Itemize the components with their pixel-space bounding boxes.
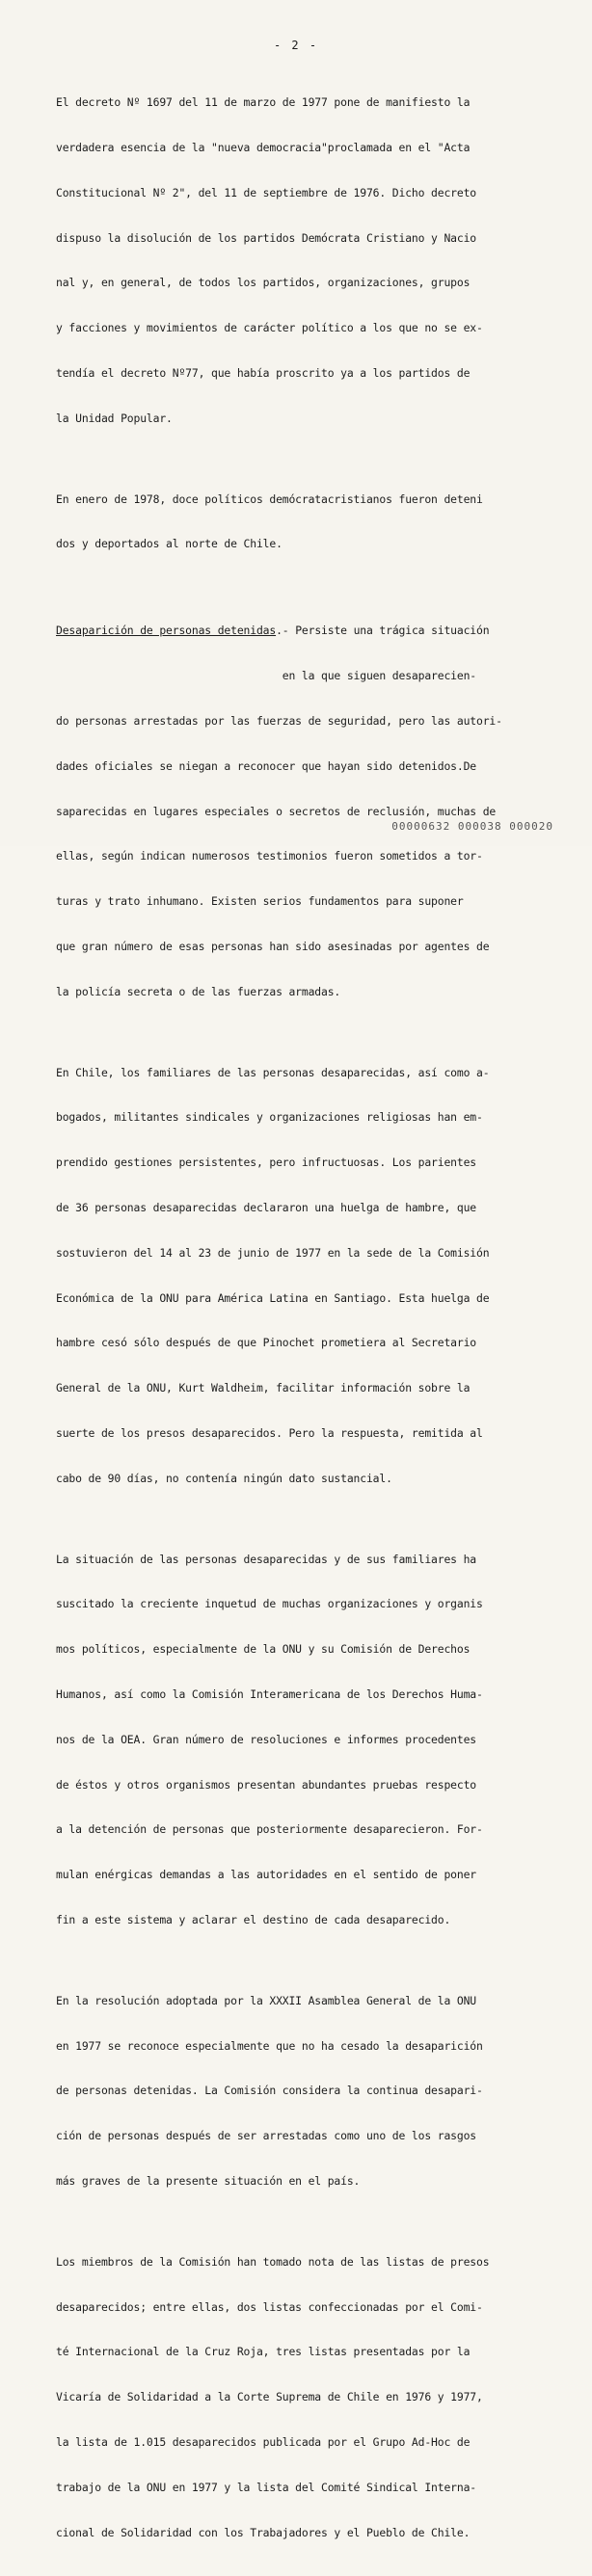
text-line: a la detención de personas que posteriormente desaparecieron. For- — [56, 1822, 483, 1837]
text-line: saparecidas en lugares especiales o secretos de reclusión, muchas de — [56, 804, 497, 818]
text-line: desaparecidos; entre ellas, dos listas confeccionadas por el Comi- — [56, 2299, 483, 2314]
text-line: Humanos, así como la Comisión Interamericana de los Derechos Huma- — [56, 1686, 483, 1701]
paragraph-resolution-xxxii — [56, 1964, 555, 2219]
text-line: mulan enérgicas demandas a las autoridades en el sentido de poner — [56, 1868, 477, 1882]
text-line: la Unidad Popular. — [56, 411, 173, 425]
text-line: cional de Solidaridad con los Trabajadores y el Pueblo de Chile. — [56, 2525, 471, 2539]
text-line: que gran número de esas personas han sido asesinadas por agentes de — [56, 939, 490, 953]
text-line: dispuso la disolución de los partidos Demócrata Cristiano y Nacio — [56, 230, 477, 245]
text-line: prendido gestiones persistentes, pero infructuosas. Los parientes — [56, 1155, 477, 1170]
text-line: té Internacional de la Cruz Roja, tres listas presentadas por la — [56, 2345, 471, 2359]
text-line: bogados, militantes sindicales y organizaciones religiosas han em- — [56, 1110, 483, 1125]
text-line: General de la ONU, Kurt Waldheim, facilitar información sobre la — [56, 1381, 471, 1395]
text-line: cabo de 90 días, no contenía ningún dato sustancial. — [56, 1471, 392, 1485]
paragraph-january-1978 — [56, 462, 555, 582]
text-line: fin a este sistema y aclarar el destino de cada desaparecido. — [56, 1912, 451, 1926]
text-line: En la resolución adoptada por la XXXII Asamblea General de la ONU — [56, 1993, 477, 2007]
text-line: dos y deportados al norte de Chile. — [56, 537, 283, 551]
text-line: turas y trato inhumano. Existen serios fundamentos para suponer — [56, 894, 464, 909]
paragraph-lists — [56, 2225, 555, 2571]
text-line: El decreto Nº 1697 del 11 de marzo de 1977 pone de manifiesto la — [56, 95, 471, 110]
text-line: nos de la OEA. Gran número de resoluciones e informes procedentes — [56, 1732, 477, 1746]
text-line: verdadera esencia de la "nueva democracia"proclamada en el "Acta — [56, 140, 471, 154]
text-line: mos políticos, especialmente de la ONU y su Comisión de Derechos — [56, 1642, 471, 1657]
text-line: suscitado la creciente inquetud de muchas organizaciones y organis — [56, 1597, 483, 1611]
text-line: y facciones y movimientos de carácter político a los que no se ex- — [56, 321, 483, 335]
text-line: sostuvieron del 14 al 23 de junio de 1977 en la sede de la Comisión — [56, 1245, 490, 1260]
text-line: tendía el decreto Nº77, que había proscrito ya a los partidos de — [56, 365, 471, 380]
text-line: suerte de los presos desaparecidos. Pero la respuesta, remitida al — [56, 1425, 483, 1440]
text-line: la policía secreta o de las fuerzas armadas. — [56, 984, 341, 998]
text-line: trabajo de la ONU en 1977 y la lista del Comité Sindical Interna- — [56, 2480, 477, 2494]
text-line: ción de personas después de ser arrestadas como uno de los rasgos — [56, 2129, 477, 2143]
text-line: Económica de la ONU para América Latina en Santiago. Esta huelga de — [56, 1290, 490, 1305]
text-line: Los miembros de la Comisión han tomado nota de las listas de presos — [56, 2254, 490, 2269]
text-fragment: .- Persiste una trágica situación — [276, 624, 490, 638]
text-line: más graves de la presente situación en el país. — [56, 2173, 361, 2188]
paragraph-disappearance — [56, 594, 555, 1029]
text-line: En Chile, los familiares de las personas desaparecidas, así como a- — [56, 1065, 490, 1079]
text-line: en la que siguen desaparecien- — [56, 669, 477, 683]
section-heading: Desaparición de personas detenidas — [56, 624, 277, 638]
section-heading-line — [56, 624, 555, 639]
archive-stamp: 00000632 000038 000020 — [391, 820, 553, 833]
text-line: de 36 personas desaparecidas declararon una huelga de hambre, que — [56, 1200, 477, 1214]
text-line: do personas arrestadas por las fuerzas de seguridad, pero las autori- — [56, 713, 502, 728]
page-number: - 2 - — [273, 39, 319, 52]
text-line: Vicaría de Solidaridad a la Corte Suprema de Chile en 1976 y 1977, — [56, 2390, 483, 2404]
text-line: ellas, según indican numerosos testimonios fueron sometidos a tor- — [56, 849, 483, 863]
text-line: dades oficiales se niegan a reconocer que hayan sido detenidos.De — [56, 758, 477, 773]
text-line: de personas detenidas. La Comisión considera la continua desapari- — [56, 2084, 483, 2098]
text-line: hambre cesó sólo después de que Pinochet prometiera al Secretario — [56, 1336, 477, 1350]
document-body — [56, 66, 555, 2576]
paragraph-decree-1697 — [56, 66, 555, 456]
text-line: En enero de 1978, doce políticos demócratacristianos fueron deteni — [56, 491, 483, 506]
text-line: Constitucional Nº 2", del 11 de septiembre de 1976. Dicho decreto — [56, 185, 477, 199]
text-line: la lista de 1.015 desaparecidos publicada por el Grupo Ad-Hoc de — [56, 2435, 471, 2450]
paragraph-families-chile — [56, 1035, 555, 1516]
text-line: de éstos y otros organismos presentan abundantes pruebas respecto — [56, 1777, 477, 1792]
text-line: en 1977 se reconoce especialmente que no ha cesado la desaparición — [56, 2038, 483, 2053]
paragraph-situation — [56, 1522, 555, 1957]
text-line: nal y, en general, de todos los partidos, organizaciones, grupos — [56, 276, 471, 290]
text-line: La situación de las personas desaparecidas y de sus familiares ha — [56, 1552, 477, 1566]
